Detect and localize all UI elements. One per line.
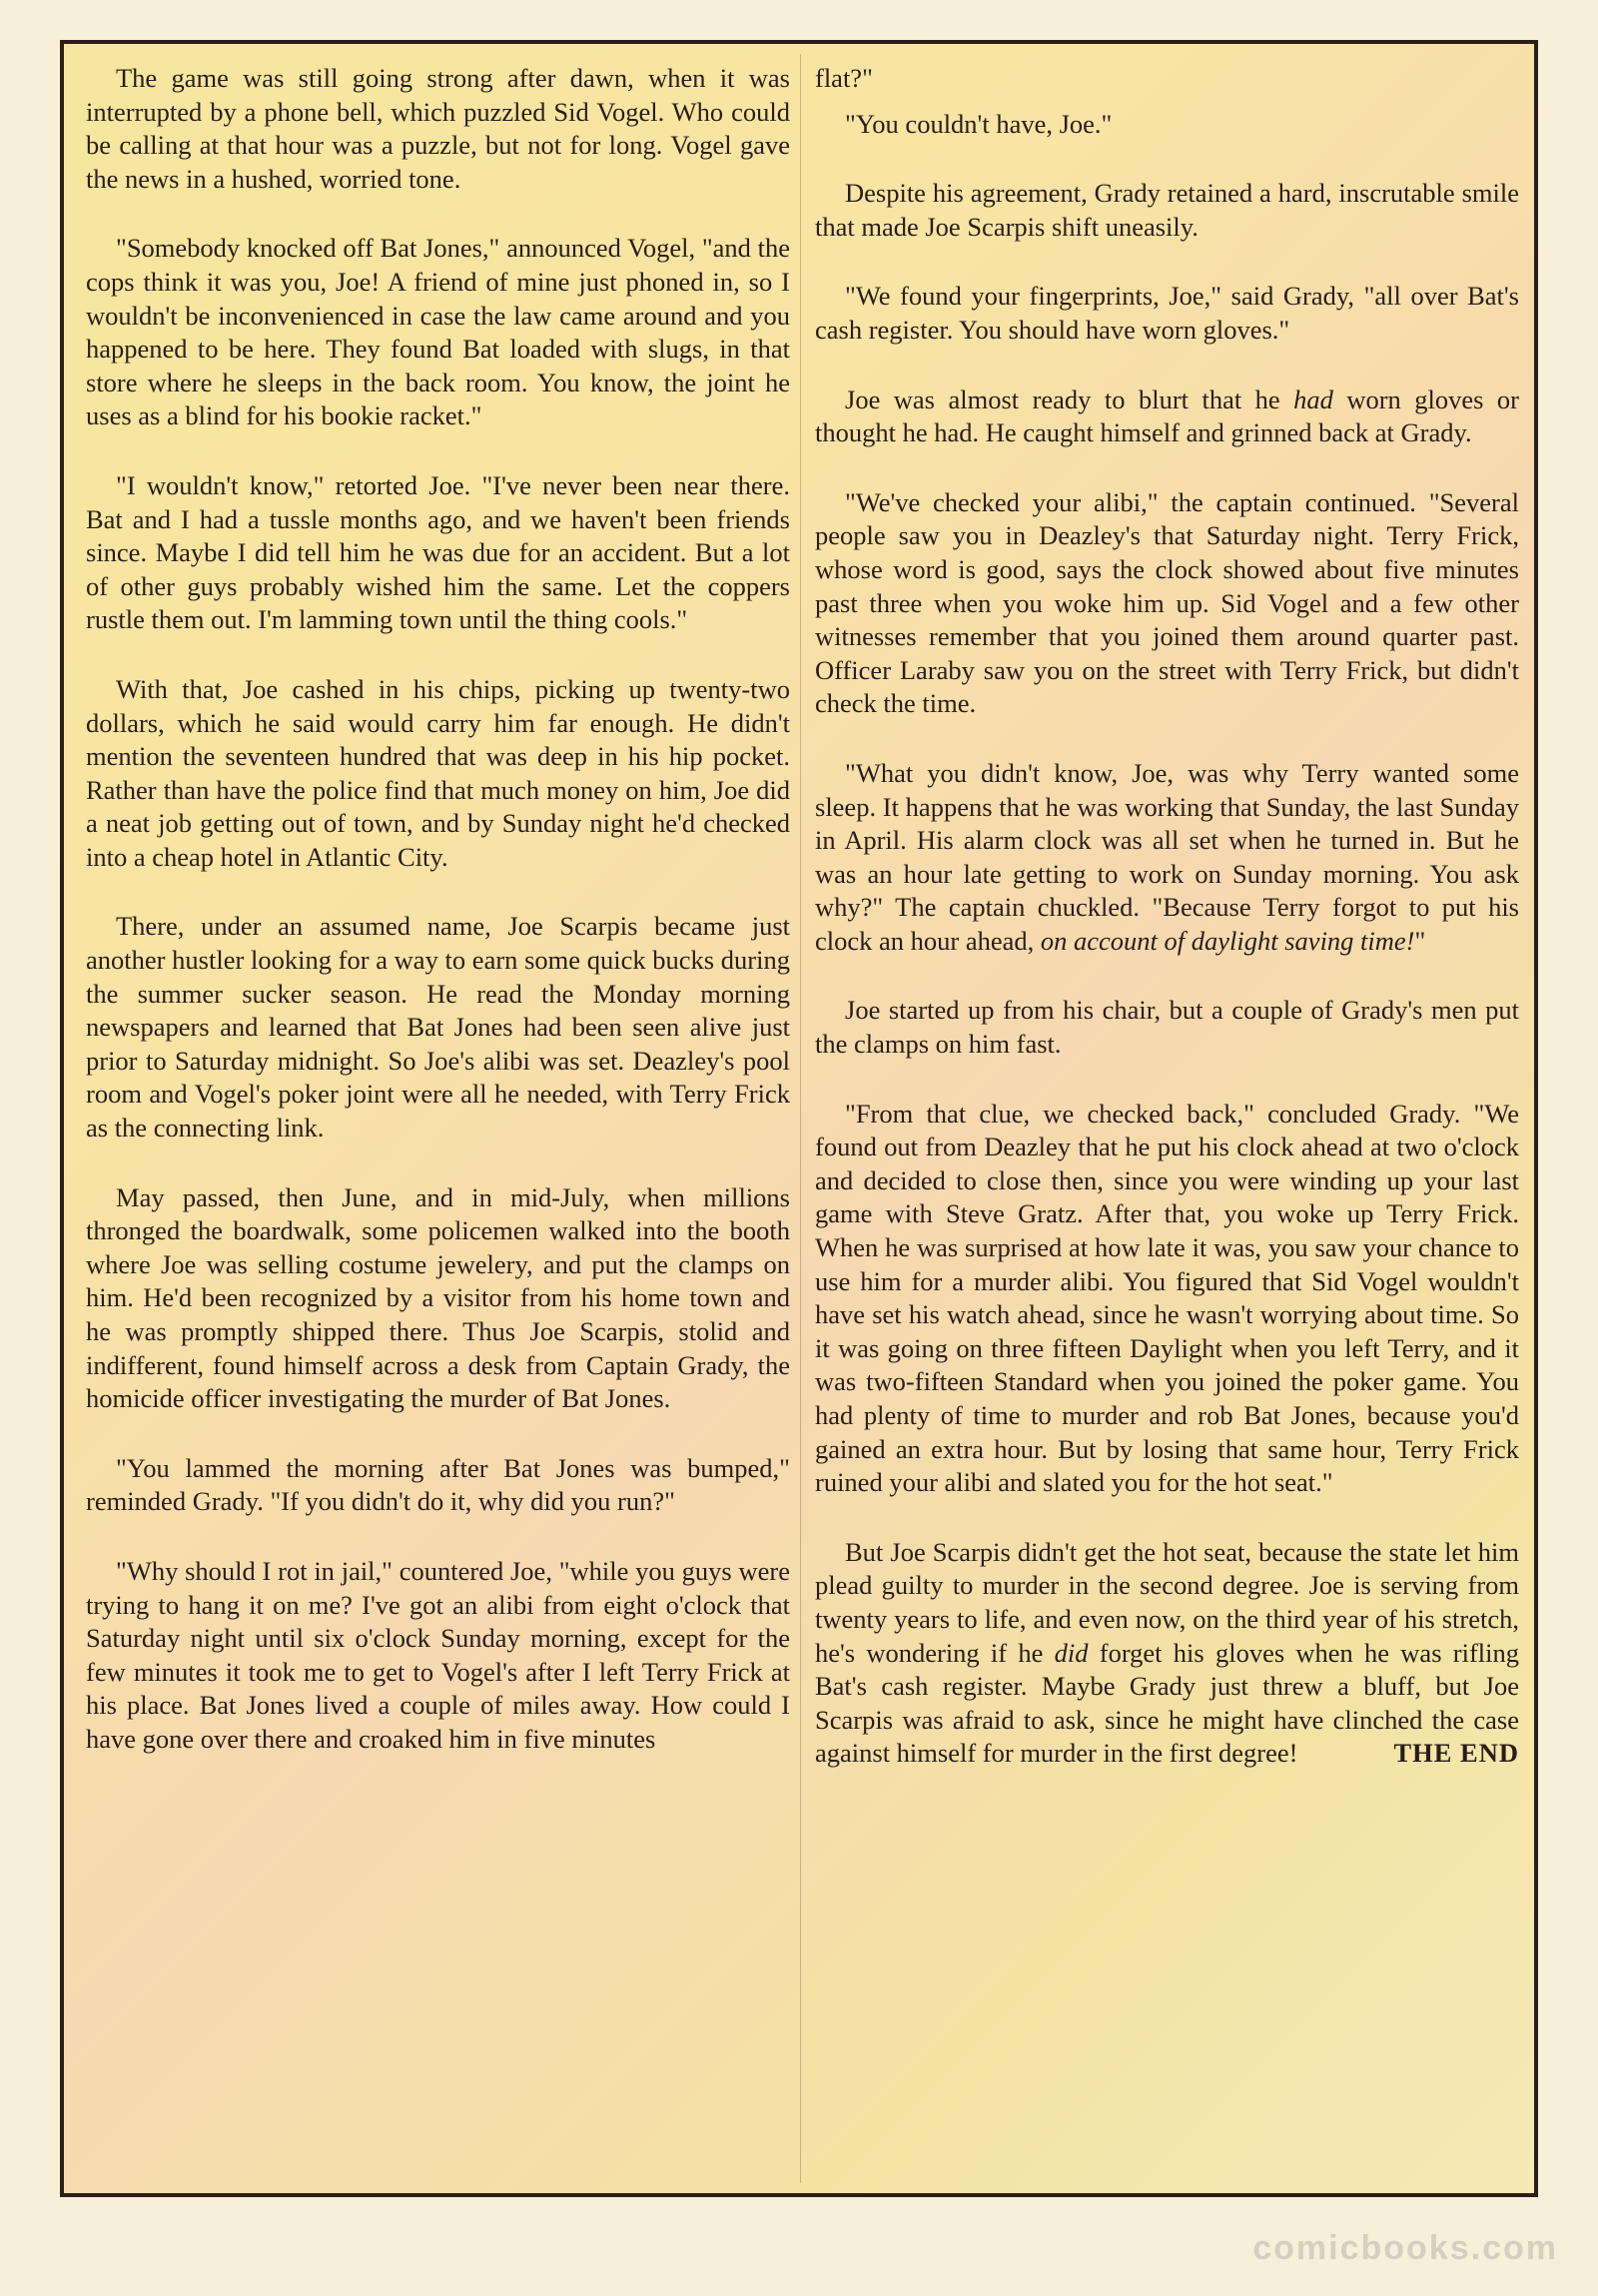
paragraph: "Why should I rot in jail," countered Joe, "while you guys were trying to hang it on me? I've got an alibi from eight o'clock that Saturday night until six o'clock Sunday morning, except for the few minutes it took me to get to Vogel's after I left Terry Frick at his place. Bat Jones lived a couple of miles away. How could I have gone over there and croaked him in five minutes bbox=[86, 1555, 790, 1754]
paragraph: "I wouldn't know," retorted Joe. "I've never been near there. Bat and I had a tussle months ago, and we haven't been friends since. Maybe I did tell him he was due for an accident. But a lot of other guys probably wished him the same. Let the coppers rustle them out. I'm lamming town until the thing cools." bbox=[86, 469, 790, 635]
emphasis-text: on account of daylight saving time! bbox=[1040, 925, 1415, 956]
text-run: " bbox=[1414, 925, 1426, 956]
right-text-column bbox=[815, 62, 1519, 1771]
text-run: But Joe Scarpis didn't get the hot seat, because the state let him plead guilty to murder in the second degree. Joe is serving from twenty years to life, and even now, on the third year of his stretch, he's wondering if he bbox=[815, 1536, 1519, 1668]
paragraph: May passed, then June, and in mid-July, when millions thronged the boardwalk, some policemen walked into the booth where Joe was selling costume jewelery, and put the clamps on him. He'd been recognized by a visitor from his home town and he was promptly shipped there. Thus Joe Scarpis, stolid and indifferent, found himself across a desk from Captain Grady, the homicide officer investigating the murder of Bat Jones. bbox=[86, 1181, 790, 1414]
paragraph: With that, Joe cashed in his chips, picking up twenty-two dollars, which he said would carry him far enough. He didn't mention the seventeen hundred that was deep in his hip pocket. Rather than have the police find that much money on him, Joe did a neat job getting out of town, and by Sunday night he'd checked into a cheap hotel in Atlantic City. bbox=[86, 673, 790, 872]
emphasis-text: did bbox=[1054, 1637, 1089, 1668]
text-run: "What you didn't know, Joe, was why Terry wanted some sleep. It happens that he was working that Sunday, the last Sunday in April. His alarm clock was all set when he turned in. But he was an hour late getting to work on Sunday morning. You ask why?" The captain chuckled. "Because Terry forgot to put his clock an hour ahead, bbox=[815, 757, 1519, 956]
paragraph: Joe started up from his chair, but a couple of Grady's men put the clamps on him fast. bbox=[815, 995, 1519, 1060]
paragraph bbox=[815, 757, 1519, 959]
paragraph-continuation: flat?" bbox=[815, 63, 873, 93]
paragraph: "You couldn't have, Joe." bbox=[845, 108, 1113, 139]
paragraph: "You lammed the morning after Bat Jones was bumped," reminded Grady. "If you didn't do it, why did you run?" bbox=[86, 1452, 790, 1517]
paragraph: "From that clue, we checked back," concluded Grady. "We found out from Deazley that he put his clock ahead at two o'clock and decided to close then, since you were winding up your last game with Steve Gratz. After that, you woke up Terry Frick. When he was surprised at how late it was, you saw your chance to use him for a murder alibi. You figured that Sid Vogel wouldn't have set his watch ahead, since he wasn't worrying about time. So it was going on three fifteen Daylight when you left Terry, and it was two-fifteen Standard when you joined the poker game. You had plenty of time to murder and rob Bat Jones, because you'd gained an extra hour. But by losing that same hour, Terry Frick ruined your alibi and slated you for the hot seat." bbox=[815, 1098, 1519, 1498]
paragraph: Despite his agreement, Grady retained a hard, inscrutable smile that made Joe Scarpis shift uneasily. bbox=[815, 178, 1519, 242]
site-watermark: comicbooks.com bbox=[1252, 2229, 1558, 2267]
emphasis-text: had bbox=[1293, 383, 1333, 414]
paragraph: "Somebody knocked off Bat Jones," announced Vogel, "and the cops think it was you, Joe! A friend of mine just phoned in, so I wouldn't be inconvenienced in case the law came around and you happened to be here. They found Bat loaded with slugs, in that store where he sleeps in the back room. You know, the joint he uses as a blind for his bookie racket." bbox=[86, 233, 790, 431]
paragraph bbox=[815, 383, 1519, 450]
text-run: forget his gloves when he was rifling Bat's cash register. Maybe Grady just threw a bluff, but Joe Scarpis was afraid to ask, since he might have clinched the case against himself for murder in the first degree! bbox=[815, 1637, 1519, 1769]
column-divider bbox=[800, 54, 801, 2183]
the-end-label: THE END bbox=[1393, 1738, 1519, 1769]
text-run: worn gloves or thought he had. He caught himself and grinned back at Grady. bbox=[815, 383, 1519, 448]
final-paragraph-block bbox=[815, 1536, 1519, 1771]
text-run: Joe was almost ready to blurt that he bbox=[845, 383, 1294, 414]
paragraph: "We've checked your alibi," the captain continued. "Several people saw you in Deazley's that Saturday night. Terry Frick, whose word is good, says the clock showed about five minutes past three when you woke him up. Sid Vogel and a few other witnesses remember that you joined them around quarter past. Officer Laraby saw you on the street with Terry Frick, but didn't check the time. bbox=[815, 486, 1519, 719]
paragraph: "We found your fingerprints, Joe," said Grady, "all over Bat's cash register. You should have worn gloves." bbox=[815, 281, 1519, 345]
left-text-column bbox=[86, 62, 790, 1757]
story-page bbox=[60, 40, 1538, 2197]
paragraph: There, under an assumed name, Joe Scarpis became just another hustler looking for a way to earn some quick bucks during the summer sucker season. He read the Monday morning newspapers and learned that Bat Jones had been seen alive just prior to Saturday midnight. So Joe's alibi was set. Deazley's pool room and Vogel's poker joint were all he needed, with Terry Frick as the connecting link. bbox=[86, 911, 790, 1144]
paragraph bbox=[815, 1536, 1519, 1771]
paragraph: The game was still going strong after dawn, when it was interrupted by a phone bell, which puzzled Sid Vogel. Who could be calling at that hour was a puzzle, but not for long. Vogel gave the news in a hushed, worried tone. bbox=[86, 63, 790, 194]
